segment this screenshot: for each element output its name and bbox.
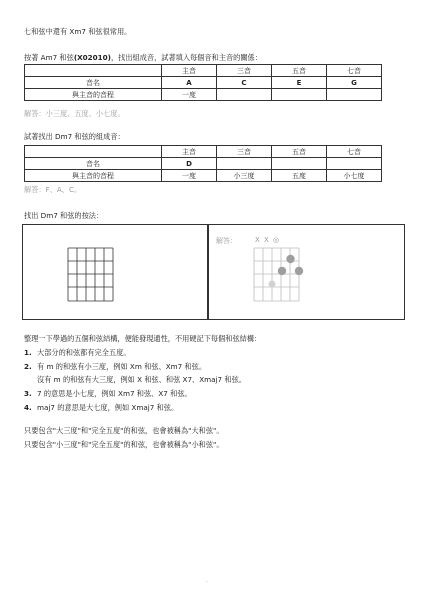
table-header-root: 主音 <box>162 65 217 77</box>
answer-blank[interactable] <box>327 89 382 101</box>
q1-prompt-part-b: (X02010) <box>73 53 111 62</box>
q2-chord-table <box>24 145 382 182</box>
q1-prompt-part-c: ，找出組成音，試著填入每個音和主音的關係： <box>110 53 262 62</box>
table-cell <box>25 65 162 77</box>
finger-dot <box>295 267 303 275</box>
table-cell <box>25 146 162 158</box>
item-text: 大部分的和弦都有完全五度。 <box>37 348 131 357</box>
answer-blank[interactable] <box>217 158 272 170</box>
table-row <box>25 77 382 89</box>
item-text: maj7 的意思是大七度，例如 Xmaj7 和弦。 <box>37 403 179 412</box>
blank-fretboard-diagram <box>23 225 208 319</box>
string-marks: X X ◎ <box>255 236 281 244</box>
finger-dot <box>269 281 276 288</box>
table-header-fifth: 五音 <box>272 65 327 77</box>
table-cell: A <box>162 77 217 89</box>
row-label: 與主音的音程 <box>25 89 162 101</box>
summary-item-2 <box>24 362 206 372</box>
answer-blank[interactable] <box>217 89 272 101</box>
q1-prompt <box>24 53 262 63</box>
table-cell: D <box>162 158 217 170</box>
item-number: 3. <box>24 389 32 398</box>
chord-diagram-answer-box <box>207 224 405 320</box>
table-cell: G <box>327 77 382 89</box>
finger-dot <box>278 267 286 275</box>
intro-text: 七和弦中還有 Xm7 和弦很常用。 <box>24 27 132 36</box>
summary-item-4 <box>24 403 178 413</box>
summary-item-1 <box>24 348 130 358</box>
table-header-third: 三音 <box>217 65 272 77</box>
table-row <box>25 146 382 158</box>
row-label: 與主音的音程 <box>25 170 162 182</box>
minor-chord-rule: 只要包含"小三度"和"完全五度"的和弦，也會被稱為"小和弦"。 <box>24 440 224 449</box>
major-chord-rule: 只要包含"大三度"和"完全五度"的和弦，也會被稱為"大和弦"。 <box>24 426 224 435</box>
answer-blank[interactable] <box>272 89 327 101</box>
table-row <box>25 65 382 77</box>
summary-item-2-continued <box>24 375 246 385</box>
table-header-root: 主音 <box>162 146 217 158</box>
table-cell: 小七度 <box>327 170 382 182</box>
q2-prompt: 試著找出 Dm7 和弦的組成音： <box>24 132 125 141</box>
item-text: 沒有 m 的和弦有大三度，例如 X 和弦、和弦 X7、Xmaj7 和弦。 <box>37 375 246 384</box>
table-row <box>25 89 382 101</box>
row-label: 音名 <box>25 77 162 89</box>
chord-diagram-blank-box[interactable] <box>22 224 209 320</box>
item-number: 2. <box>24 362 32 371</box>
item-number: 4. <box>24 403 32 412</box>
table-cell: 五度 <box>272 170 327 182</box>
q1-prompt-part-a: 按著 Am7 和弦 <box>24 53 74 62</box>
dm7-fretboard-diagram <box>208 225 404 319</box>
footer-mark: . <box>206 577 208 584</box>
table-header-seventh: 七音 <box>327 146 382 158</box>
table-row <box>25 170 382 182</box>
table-cell: 小三度 <box>217 170 272 182</box>
row-label: 音名 <box>25 158 162 170</box>
q1-chord-table <box>24 64 382 101</box>
answer-blank[interactable] <box>272 158 327 170</box>
table-cell: 一度 <box>162 89 217 101</box>
table-cell: C <box>217 77 272 89</box>
item-text: 7 的意思是小七度，例如 Xm7 和弦、X7 和弦。 <box>37 389 192 398</box>
table-header-fifth: 五音 <box>272 146 327 158</box>
q1-answer: 解答：小三度、五度、小七度。 <box>24 109 125 118</box>
item-text: 有 m 的和弦有小三度，例如 Xm 和弦、Xm7 和弦。 <box>37 362 207 371</box>
table-cell: 一度 <box>162 170 217 182</box>
table-row <box>25 158 382 170</box>
summary-item-3 <box>24 389 192 399</box>
summary-intro: 整理一下學過的五個和弦結構，便能發現通性，不用硬記下每個和弦結構： <box>24 334 262 343</box>
finger-dot <box>286 255 294 263</box>
table-header-third: 三音 <box>217 146 272 158</box>
q3-answer-label: 解答： <box>216 237 237 245</box>
answer-blank[interactable] <box>327 158 382 170</box>
item-number: 1. <box>24 348 32 357</box>
table-cell: E <box>272 77 327 89</box>
table-header-seventh: 七音 <box>327 65 382 77</box>
q3-prompt: 找出 Dm7 和弦的按法： <box>24 211 104 220</box>
q2-answer: 解答：F、A、C。 <box>24 185 82 194</box>
